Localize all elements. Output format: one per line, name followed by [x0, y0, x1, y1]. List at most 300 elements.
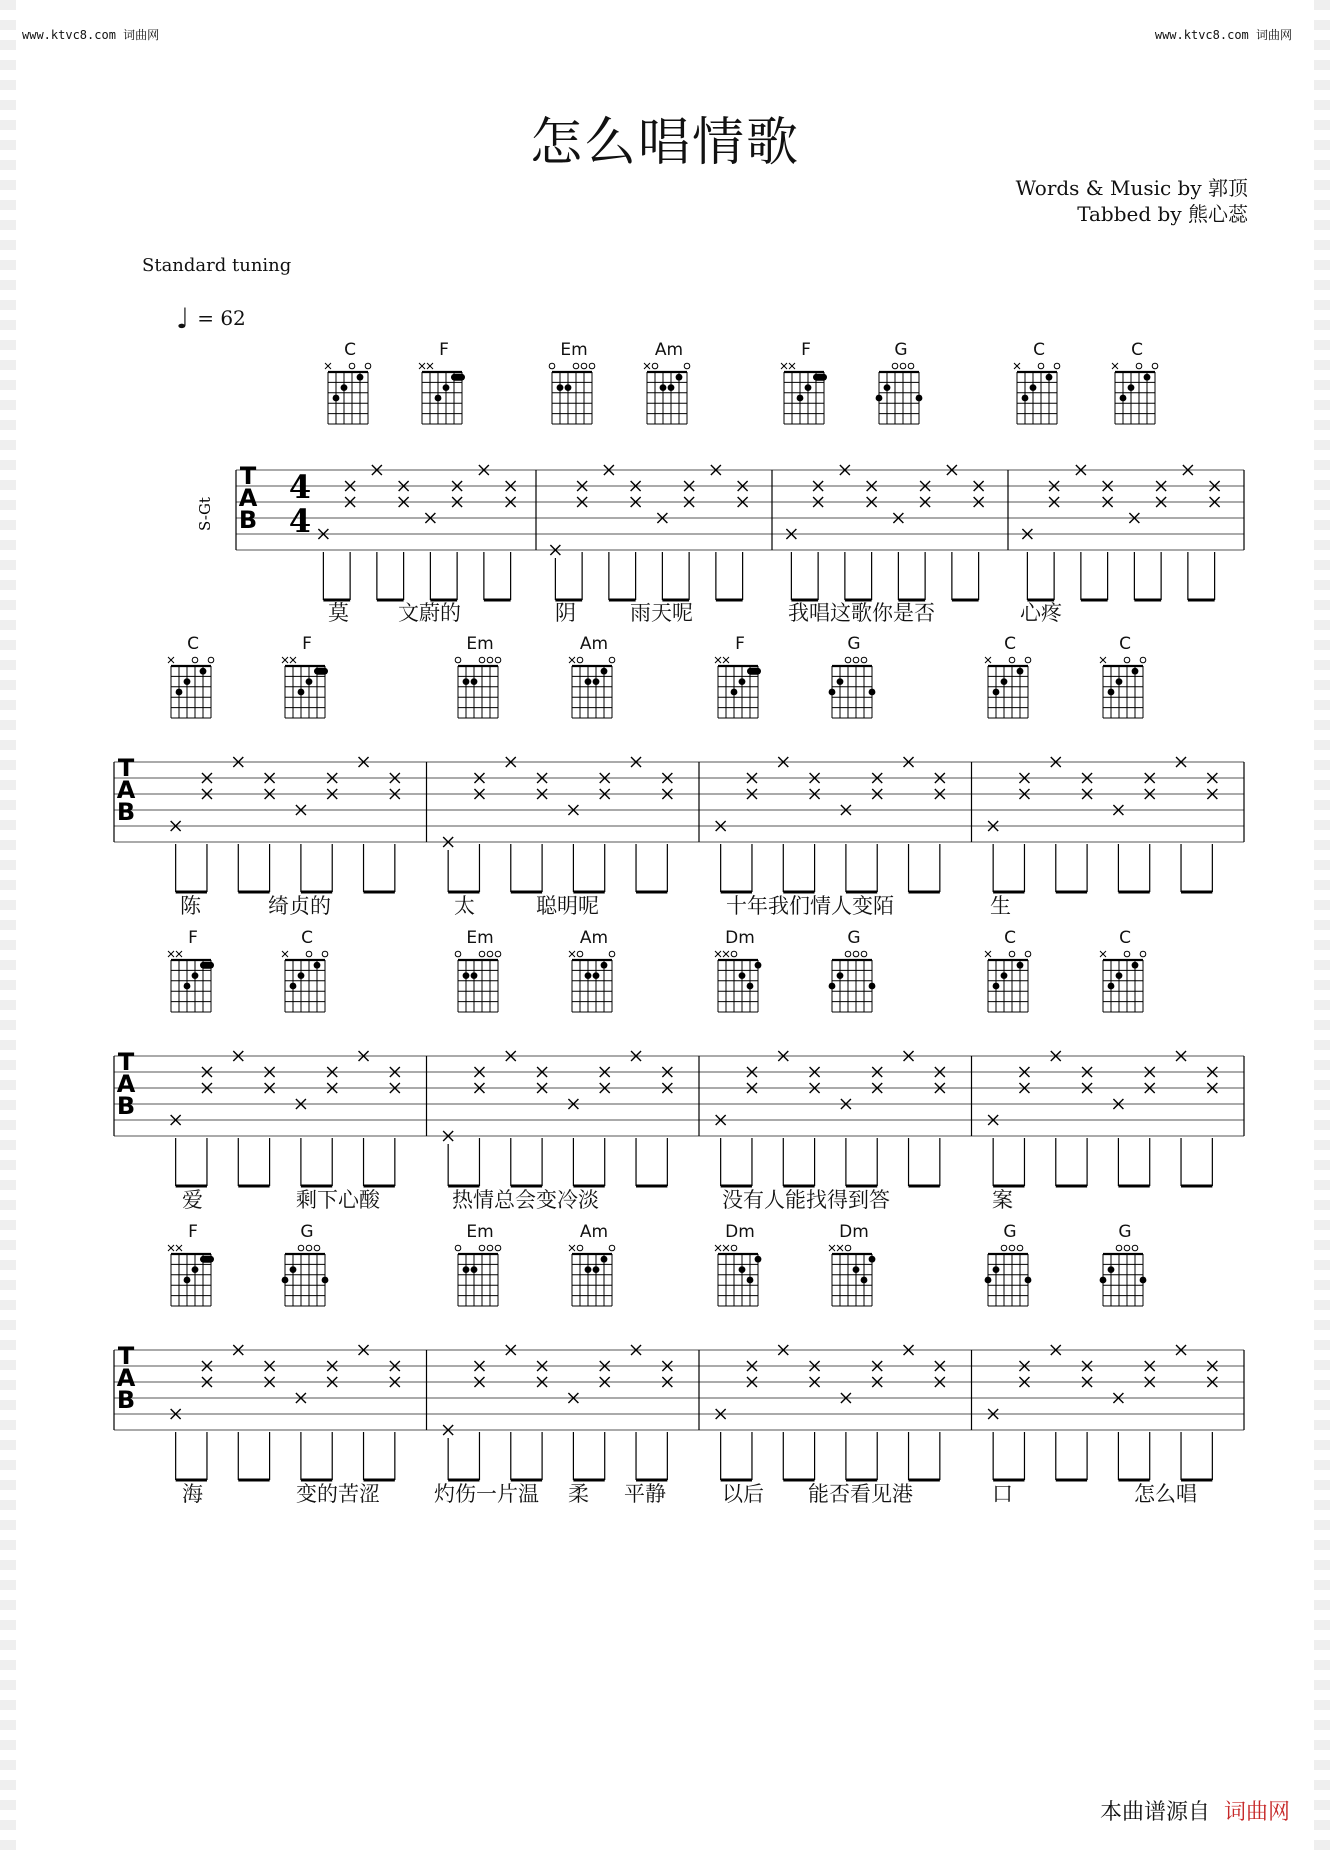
finger-dot [471, 1266, 478, 1273]
finger-dot [192, 972, 199, 979]
finger-dot [192, 1266, 199, 1273]
open-string-marker [487, 657, 493, 663]
chord-grid [712, 1242, 764, 1312]
lyric-segment: 陈 [180, 894, 201, 918]
chord-grid [416, 360, 468, 430]
chord-name: C [1119, 928, 1131, 948]
open-string-marker [455, 657, 461, 663]
finger-dot [601, 1256, 608, 1263]
lyric-segment: 文蔚的 [398, 601, 461, 625]
open-string-marker [1054, 363, 1060, 369]
finger-dot [184, 678, 191, 685]
open-string-marker [861, 951, 867, 957]
open-string-marker [577, 657, 583, 663]
lyrics-line [0, 890, 1330, 920]
finger-dot [471, 972, 478, 979]
finger-dot [314, 962, 321, 969]
margin-watermark-strip [1314, 0, 1330, 1860]
open-string-marker [208, 657, 214, 663]
open-string-marker [1124, 1245, 1130, 1251]
finger-dot [1116, 972, 1123, 979]
chord-name: Am [579, 1222, 609, 1242]
chord-name: F [439, 340, 449, 360]
chord-grid-lines [458, 1254, 498, 1306]
open-string-marker [900, 363, 906, 369]
chord-diagram [322, 340, 378, 424]
chord-grid [566, 654, 618, 724]
open-string-marker [573, 363, 579, 369]
finger-dot [593, 678, 600, 685]
open-string-marker [1038, 363, 1044, 369]
finger-dot [869, 689, 876, 696]
finger-dot [200, 668, 207, 675]
finger-dot [985, 1277, 992, 1284]
chord-grid [1097, 1242, 1149, 1312]
tab-clef-letter: B [116, 1092, 136, 1120]
finger-dot [1116, 678, 1123, 685]
chord-grid [322, 360, 374, 430]
finger-dot [861, 1277, 868, 1284]
lyric-segment: 太 [454, 894, 475, 918]
chord-diagram [712, 1222, 768, 1306]
finger-dot [282, 1277, 289, 1284]
finger-dot [1017, 668, 1024, 675]
chord-name: Am [654, 340, 684, 360]
finger-dot [1025, 1277, 1032, 1284]
finger-dot [1017, 962, 1024, 969]
chord-name: F [302, 634, 312, 654]
open-string-marker [577, 1245, 583, 1251]
finger-dot [1128, 384, 1135, 391]
open-string-marker [731, 1245, 737, 1251]
chord-grid [452, 1242, 504, 1312]
chord-diagram [279, 928, 335, 1012]
tab-clef-letter: T [117, 1048, 135, 1076]
open-string-marker [1025, 951, 1031, 957]
lyric-segment: 热情总会变冷淡 [452, 1188, 599, 1212]
chord-name: Dm [839, 1222, 869, 1242]
finger-dot [876, 395, 883, 402]
finger-dot [797, 395, 804, 402]
open-string-marker [908, 363, 914, 369]
open-string-marker [455, 1245, 461, 1251]
chord-grid [165, 948, 217, 1018]
chord-grid [826, 654, 878, 724]
chord-diagram [1097, 1222, 1153, 1306]
open-string-marker [892, 363, 898, 369]
lyric-segment: 没有人能找得到答 [722, 1188, 890, 1212]
chord-grid-lines [458, 960, 498, 1012]
barre-marker [451, 374, 465, 381]
finger-dot [1132, 962, 1139, 969]
open-string-marker [455, 951, 461, 957]
chord-name: F [188, 928, 198, 948]
chord-diagram [165, 634, 221, 718]
chord-grid [1109, 360, 1161, 430]
chord-grid-lines [879, 372, 919, 424]
finger-dot [585, 678, 592, 685]
finger-dot [290, 1266, 297, 1273]
finger-dot [176, 689, 183, 696]
chord-name: C [1119, 634, 1131, 654]
finger-dot [184, 1277, 191, 1284]
open-string-marker [549, 363, 555, 369]
open-string-marker [1136, 363, 1142, 369]
open-string-marker [1140, 657, 1146, 663]
chord-grid [712, 654, 764, 724]
chord-name: F [801, 340, 811, 360]
finger-dot [1108, 1266, 1115, 1273]
lyric-segment: 平静 [624, 1482, 666, 1506]
chord-diagram [165, 1222, 221, 1306]
time-signature-digit: 4 [288, 502, 312, 540]
barre-marker [200, 962, 214, 969]
chord-name: F [188, 1222, 198, 1242]
tab-clef-letter: T [117, 754, 135, 782]
chord-grid [641, 360, 693, 430]
finger-dot [1120, 395, 1127, 402]
tab-clef-letter: A [116, 1070, 136, 1098]
open-string-marker [1124, 951, 1130, 957]
chord-grid [873, 360, 925, 430]
finger-dot [829, 689, 836, 696]
finger-dot [593, 972, 600, 979]
lyric-segment: 案 [992, 1188, 1013, 1212]
open-string-marker [487, 951, 493, 957]
chord-name: Am [579, 928, 609, 948]
chord-name: C [1131, 340, 1143, 360]
source-footer [1100, 1795, 1290, 1826]
open-string-marker [577, 951, 583, 957]
barre-marker [747, 668, 761, 675]
chord-name: C [1033, 340, 1045, 360]
open-string-marker [1009, 951, 1015, 957]
open-string-marker [487, 1245, 493, 1251]
lyric-segment: 阴 [555, 601, 576, 625]
open-string-marker [1140, 951, 1146, 957]
finger-dot [869, 983, 876, 990]
open-string-marker [306, 1245, 312, 1251]
chord-diagram [546, 340, 602, 424]
chord-diagram [873, 340, 929, 424]
finger-dot [1108, 983, 1115, 990]
open-string-marker [581, 363, 587, 369]
lyric-segment: 以后 [722, 1482, 764, 1506]
finger-dot [755, 1256, 762, 1263]
chord-grid-lines [285, 1254, 325, 1306]
chord-grid [982, 1242, 1034, 1312]
tab-clef-letter: A [238, 484, 258, 512]
chord-diagram [982, 634, 1038, 718]
chord-grid [279, 948, 331, 1018]
lyric-segment: 能否看见港 [808, 1482, 913, 1506]
chord-name: G [847, 634, 861, 654]
open-string-marker [1009, 657, 1015, 663]
finger-dot [357, 374, 364, 381]
chord-name: Dm [725, 928, 755, 948]
margin-watermark-strip [0, 0, 16, 1860]
song-title: 怎么唱情歌 [529, 113, 800, 173]
finger-dot [601, 962, 608, 969]
chord-grid [982, 948, 1034, 1018]
open-string-marker [589, 363, 595, 369]
lyrics-line [0, 597, 1330, 627]
finger-dot [463, 678, 470, 685]
lyric-segment: 十年我们情人变陌 [726, 894, 894, 918]
lyric-segment: 生 [990, 894, 1011, 918]
chord-diagram [452, 1222, 508, 1306]
chord-grid [1011, 360, 1063, 430]
chord-grid [452, 948, 504, 1018]
lyric-segment: 灼伤一片温 [434, 1482, 539, 1506]
finger-dot [463, 1266, 470, 1273]
finger-dot [593, 1266, 600, 1273]
chord-diagram [826, 928, 882, 1012]
chord-diagram [452, 634, 508, 718]
open-string-marker [609, 951, 615, 957]
open-string-marker [306, 951, 312, 957]
lyrics-line [0, 1184, 1330, 1214]
chord-name: C [344, 340, 356, 360]
open-string-marker [1152, 363, 1158, 369]
chord-diagram [712, 928, 768, 1012]
chord-name: G [300, 1222, 314, 1242]
tab-clef-letter: A [116, 1364, 136, 1392]
finger-dot [739, 1266, 746, 1273]
finger-dot [298, 972, 305, 979]
chord-diagram [826, 634, 882, 718]
finger-dot [731, 689, 738, 696]
chord-diagram [165, 928, 221, 1012]
chord-diagram [566, 1222, 622, 1306]
finger-dot [585, 972, 592, 979]
footer-text: 本曲谱源自 [1099, 1800, 1210, 1825]
chord-grid [546, 360, 598, 430]
open-string-marker [1116, 1245, 1122, 1251]
chord-diagram [1109, 340, 1165, 424]
finger-dot [565, 384, 572, 391]
finger-dot [755, 962, 762, 969]
lyric-segment: 我唱这歌你是否 [788, 601, 935, 625]
chord-name: C [1004, 634, 1016, 654]
open-string-marker [731, 951, 737, 957]
chord-diagram [279, 1222, 335, 1306]
open-string-marker [1025, 657, 1031, 663]
open-string-marker [479, 951, 485, 957]
lyric-segment: 柔 [568, 1482, 589, 1506]
chord-name: Dm [725, 1222, 755, 1242]
chord-grid [1097, 654, 1149, 724]
chord-grid [826, 1242, 878, 1312]
lyric-segment: 心疼 [1020, 601, 1062, 625]
chord-grid [982, 654, 1034, 724]
finger-dot [1022, 395, 1029, 402]
open-string-marker [349, 363, 355, 369]
chord-grid [279, 654, 331, 724]
finger-dot [837, 972, 844, 979]
barre-marker [813, 374, 827, 381]
lyric-segment: 莫 [328, 601, 349, 625]
finger-dot [1030, 384, 1037, 391]
lyric-segment: 爱 [182, 1188, 203, 1212]
finger-dot [747, 1277, 754, 1284]
finger-dot [306, 678, 313, 685]
chord-name: Em [466, 928, 494, 948]
chord-name: Am [579, 634, 609, 654]
open-string-marker [479, 1245, 485, 1251]
tabbed-by-credit: Tabbed by 熊心蕊 [1077, 202, 1248, 226]
open-string-marker [609, 1245, 615, 1251]
chord-name: C [1004, 928, 1016, 948]
finger-dot [298, 689, 305, 696]
chord-grid [566, 948, 618, 1018]
open-string-marker [853, 657, 859, 663]
lyric-segment: 聪明呢 [536, 894, 599, 918]
chord-name: Em [466, 1222, 494, 1242]
lyric-segment: 海 [182, 1482, 203, 1506]
chord-grid-lines [832, 666, 872, 718]
chord-grid-lines [832, 960, 872, 1012]
chord-diagram [826, 1222, 882, 1306]
chord-diagram [1097, 928, 1153, 1012]
chord-grid [165, 1242, 217, 1312]
finger-dot [463, 972, 470, 979]
chord-grid [1097, 948, 1149, 1018]
chord-grid [778, 360, 830, 430]
finger-dot [829, 983, 836, 990]
chord-diagram [452, 928, 508, 1012]
chord-grid [712, 948, 764, 1018]
finger-dot [471, 678, 478, 685]
finger-dot [1108, 689, 1115, 696]
track-label: S-Gt [196, 497, 214, 531]
open-string-marker [1124, 657, 1130, 663]
chord-diagram [1097, 634, 1153, 718]
open-string-marker [314, 1245, 320, 1251]
open-string-marker [1017, 1245, 1023, 1251]
header-site-right[interactable]: www.ktvc8.com 词曲网 [1154, 28, 1292, 42]
finger-dot [747, 983, 754, 990]
chord-grid [566, 1242, 618, 1312]
finger-dot [668, 384, 675, 391]
footer-brand-link[interactable]: 词曲网 [1223, 1800, 1290, 1825]
open-string-marker [845, 951, 851, 957]
chord-name: Em [560, 340, 588, 360]
open-string-marker [845, 657, 851, 663]
open-string-marker [1009, 1245, 1015, 1251]
finger-dot [853, 1266, 860, 1273]
lyric-segment: 口 [992, 1482, 1013, 1506]
chord-grid-lines [988, 1254, 1028, 1306]
finger-dot [993, 689, 1000, 696]
chord-diagram [982, 1222, 1038, 1306]
chord-grid-lines [1103, 1254, 1143, 1306]
tab-clef-letter: T [117, 1342, 135, 1370]
words-music-credit: Words & Music by 郭顶 [1015, 176, 1248, 200]
chord-grid [452, 654, 504, 724]
open-string-marker [298, 1245, 304, 1251]
finger-dot [916, 395, 923, 402]
tab-clef-letter: A [116, 776, 136, 804]
finger-dot [435, 395, 442, 402]
finger-dot [993, 983, 1000, 990]
open-string-marker [652, 363, 658, 369]
open-string-marker [495, 951, 501, 957]
chord-name: G [894, 340, 908, 360]
finger-dot [333, 395, 340, 402]
lyrics-line [0, 1478, 1330, 1508]
finger-dot [1132, 668, 1139, 675]
open-string-marker [365, 363, 371, 369]
chord-name: C [301, 928, 313, 948]
open-string-marker [853, 951, 859, 957]
open-string-marker [479, 657, 485, 663]
chord-name: G [1003, 1222, 1017, 1242]
finger-dot [1046, 374, 1053, 381]
finger-dot [739, 678, 746, 685]
chord-grid-lines [552, 372, 592, 424]
finger-dot [1140, 1277, 1147, 1284]
finger-dot [676, 374, 683, 381]
barre-marker [314, 668, 328, 675]
chord-diagram [712, 634, 768, 718]
chord-name: G [847, 928, 861, 948]
lyric-segment: 剩下心酸 [296, 1188, 380, 1212]
open-string-marker [861, 657, 867, 663]
quarter-note-icon: ♩ [176, 302, 190, 335]
finger-dot [884, 384, 891, 391]
finger-dot [290, 983, 297, 990]
open-string-marker [1132, 1245, 1138, 1251]
lyric-segment: 怎么唱 [1134, 1482, 1197, 1506]
finger-dot [660, 384, 667, 391]
lyric-segment: 雨天呢 [630, 601, 693, 625]
finger-dot [869, 1256, 876, 1263]
tab-clef-letter: T [239, 462, 257, 490]
chord-name: G [1118, 1222, 1132, 1242]
finger-dot [837, 678, 844, 685]
finger-dot [739, 972, 746, 979]
open-string-marker [845, 1245, 851, 1251]
chord-name: Em [466, 634, 494, 654]
chord-diagram [416, 340, 472, 424]
tab-clef-letter: B [116, 798, 136, 826]
open-string-marker [1001, 1245, 1007, 1251]
chord-diagram [641, 340, 697, 424]
finger-dot [1001, 972, 1008, 979]
open-string-marker [609, 657, 615, 663]
tab-clef-letter: B [116, 1386, 136, 1414]
open-string-marker [322, 951, 328, 957]
open-string-marker [192, 657, 198, 663]
chord-grid-lines [458, 666, 498, 718]
time-signature-digit: 4 [288, 468, 312, 506]
finger-dot [184, 983, 191, 990]
barre-marker [200, 1256, 214, 1263]
finger-dot [1001, 678, 1008, 685]
finger-dot [1100, 1277, 1107, 1284]
chord-name: C [187, 634, 199, 654]
chord-diagram [778, 340, 834, 424]
finger-dot [601, 668, 608, 675]
chord-diagram [982, 928, 1038, 1012]
chord-diagram [1011, 340, 1067, 424]
chord-grid [279, 1242, 331, 1312]
header-site-left[interactable]: www.ktvc8.com 词曲网 [22, 28, 160, 42]
finger-dot [557, 384, 564, 391]
finger-dot [585, 1266, 592, 1273]
chord-diagram [566, 928, 622, 1012]
